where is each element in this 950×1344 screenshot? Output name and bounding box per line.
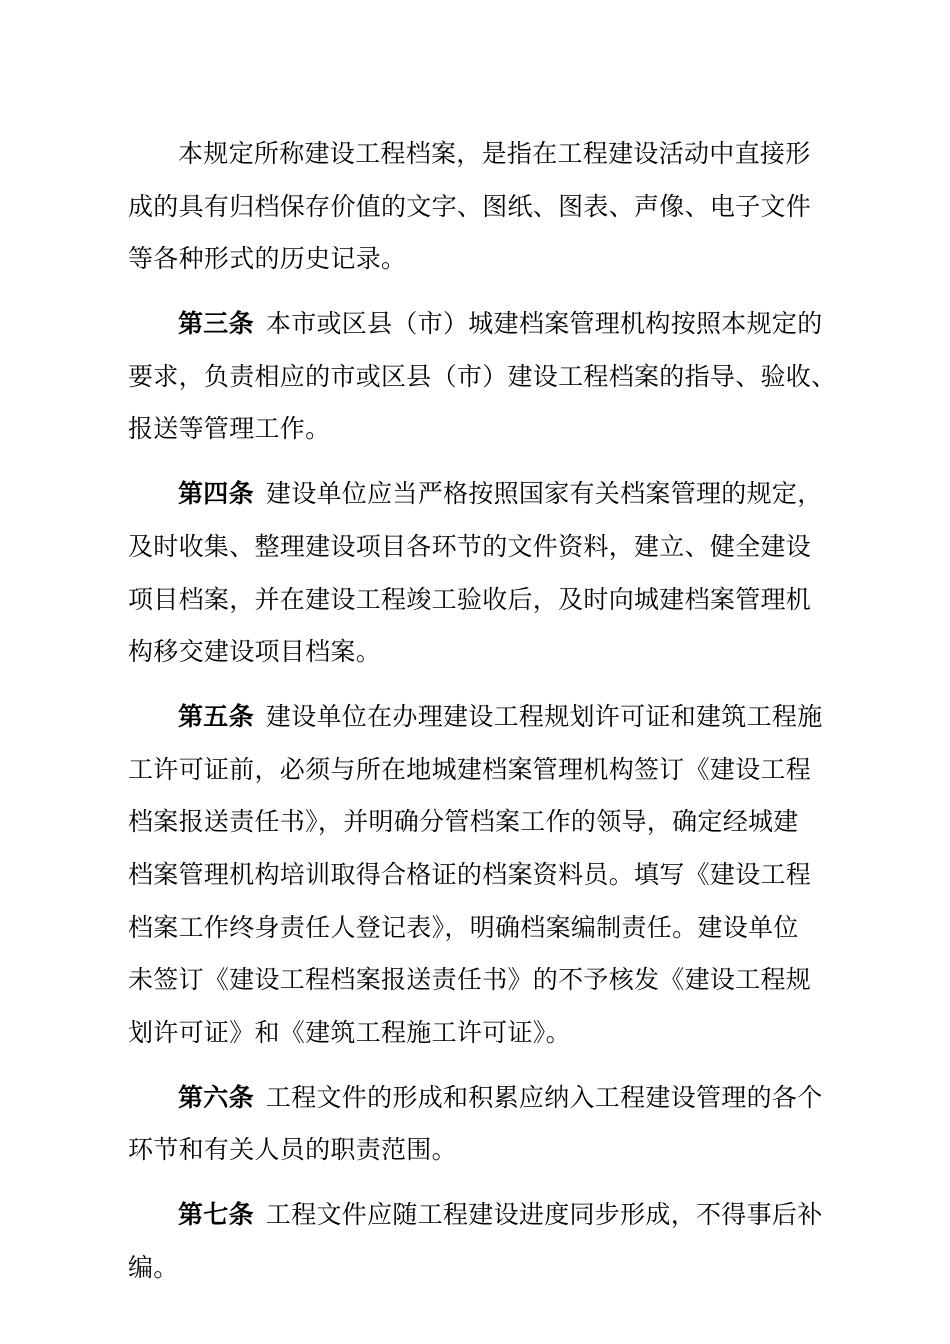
text-line	[128, 574, 838, 627]
line-text: 本市或区县（市）城建档案管理机构按照本规定的	[265, 309, 823, 339]
text-line	[128, 744, 838, 797]
text-line	[128, 403, 838, 456]
line-text: 建设单位在办理建设工程规划许可证和建筑工程施	[265, 701, 823, 731]
text-line	[128, 1072, 838, 1125]
line-text: 环节和有关人员的职责范围。	[128, 1135, 457, 1165]
text-line	[128, 849, 838, 902]
line-text: 档案报送责任书》，并明确分管档案工作的领导，确定经城建	[128, 807, 799, 837]
article-number: 第四条	[178, 479, 254, 509]
paragraph-article-6	[128, 1072, 838, 1177]
text-line	[128, 521, 838, 574]
text-line	[128, 181, 838, 234]
text-line	[128, 468, 838, 521]
line-text: 成的具有归档保存价值的文字、图纸、图表、声像、电子文件	[128, 191, 812, 221]
line-text: 本规定所称建设工程档案，是指在工程建设活动中直接形	[178, 139, 811, 168]
text-line	[128, 1124, 838, 1177]
line-text: 建设单位应当严格按照国家有关档案管理的规定，	[265, 479, 823, 509]
paragraph-article-7	[128, 1189, 838, 1294]
article-number: 第三条	[178, 309, 254, 339]
text-line	[128, 626, 838, 679]
line-text: 报送等管理工作。	[128, 414, 331, 444]
article-number: 第六条	[178, 1082, 254, 1112]
line-text: 工程文件应随工程建设进度同步形成，不得事后补	[265, 1200, 823, 1230]
text-line	[128, 1242, 838, 1295]
text-line	[128, 298, 838, 351]
article-number: 第七条	[178, 1200, 254, 1230]
paragraph-definition	[128, 128, 838, 286]
line-text: 未签订《建设工程档案报送责任书》的不予核发《建设工程规	[128, 965, 812, 995]
paragraph-article-3	[128, 298, 838, 456]
line-text: 构移交建设项目档案。	[128, 637, 382, 667]
line-text: 档案管理机构培训取得合格证的档案资料员。填写《建设工程	[128, 859, 812, 889]
article-number: 第五条	[178, 701, 254, 731]
paragraph-article-4	[128, 468, 838, 679]
text-line	[128, 954, 838, 1007]
text-line	[128, 351, 838, 404]
text-line	[128, 233, 838, 286]
line-text: 划许可证》和《建筑工程施工许可证》。	[128, 1018, 571, 1047]
line-text: 工许可证前，必须与所在地城建档案管理机构签订《建设工程	[128, 754, 812, 784]
line-text: 及时收集、整理建设项目各环节的文件资料，建立、健全建设	[128, 531, 812, 561]
text-line	[128, 128, 838, 181]
line-text: 要求，负责相应的市或区县（市）建设工程档案的指导、验收、	[128, 361, 837, 391]
text-line	[128, 796, 838, 849]
document-page	[128, 128, 838, 1294]
text-line	[128, 1007, 838, 1060]
line-text: 档案工作终身责任人登记表》，明确档案编制责任。建设单位	[128, 912, 799, 942]
text-line	[128, 902, 838, 955]
line-text: 项目档案，并在建设工程竣工验收后，及时向城建档案管理机	[128, 584, 812, 614]
line-text: 工程文件的形成和积累应纳入工程建设管理的各个	[265, 1082, 823, 1112]
paragraph-article-5	[128, 691, 838, 1060]
line-text: 编。	[128, 1252, 179, 1282]
line-text: 等各种形式的历史记录。	[128, 244, 407, 274]
text-line	[128, 1189, 838, 1242]
text-line	[128, 691, 838, 744]
